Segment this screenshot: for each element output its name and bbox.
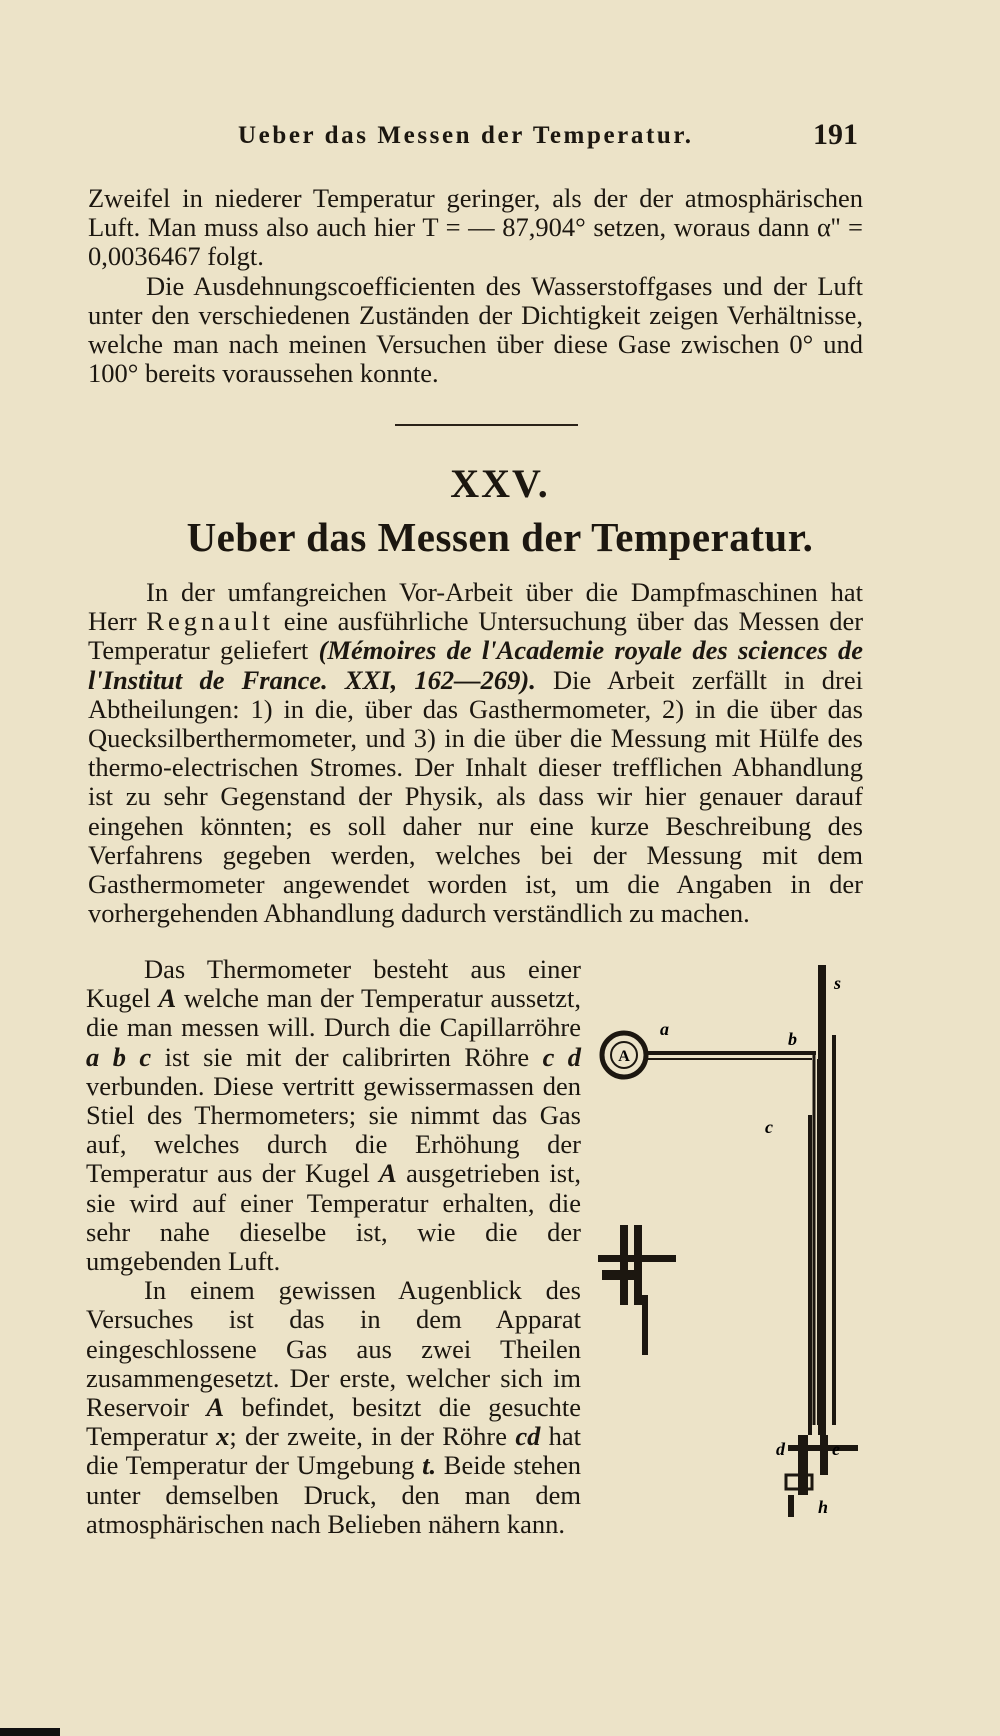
var-A: A [379, 1158, 397, 1189]
section-number: XXV. [450, 461, 550, 506]
p3-text-c: ; der zweite, in der Röhre [229, 1421, 508, 1452]
label-d: d [776, 1439, 785, 1459]
stopcock-left-a [620, 1225, 628, 1305]
label-h: h [818, 1497, 829, 1517]
p1-text-b: eine ausführliche Untersuchung über das Messen der Temperatur geliefert [88, 606, 864, 666]
author-name: Regnault [146, 606, 274, 637]
label-a: a [660, 1019, 669, 1039]
var-A: A [158, 983, 177, 1014]
page-header [88, 118, 858, 158]
main-paragraph [88, 578, 863, 928]
label-c: c [765, 1117, 773, 1137]
intro-paragraph-1: Zweifel in niederer Temperatur geringer, als der der atmosphärischen Luft. Man muss also auch hier T = — 87,904° setzen, woraus dann α'' = 0,0036467 folgt. [88, 183, 863, 272]
p2-text-a: Das Thermometer besteht aus einer Kugel [86, 954, 581, 1014]
p3-text-e: Beide stehen unter demselben Druck, den man dem atmosphärischen nach Belieben nähern kann. [86, 1450, 582, 1539]
section-divider [395, 424, 578, 426]
scan-edge-mark [0, 1728, 60, 1736]
tube-cd [808, 1115, 812, 1435]
label-b: b [788, 1029, 797, 1049]
label-A: A [618, 1048, 630, 1065]
var-cd: c d [542, 1041, 582, 1072]
p3-text-d: hat die Temperatur der Umgebung [86, 1421, 582, 1481]
tube-s [818, 965, 826, 1435]
p2-text-c: ist sie mit der calibrirten Röhre [164, 1041, 530, 1072]
running-title: Ueber das Messen der Temperatur. [238, 122, 694, 149]
intro-text [88, 184, 863, 388]
var-abc: a b c [86, 1041, 152, 1072]
p3-text-a: In einem gewissen Augenblick des Versuches ist das in dem Apparat eingeschlossene Gas aus zwei Theilen zusammengesetzt. Der erste, welcher sich im Reservoir [86, 1275, 581, 1423]
page-number: 191 [813, 118, 858, 151]
bottom-joint-b [820, 1435, 828, 1475]
tube-right [832, 1035, 836, 1425]
bottom-joint-a [798, 1435, 808, 1495]
stopcock-bar2 [602, 1270, 642, 1280]
p2-text-b: welche man der Temperatur aussetzt, die man messen will. Durch die Capillarröhre [86, 983, 582, 1043]
stopcock-left-b [634, 1225, 642, 1305]
intro-paragraph-2: Die Ausdehnungscoefficienten des Wasserstoffgases und der Luft unter den verschiedenen Zuständen der Dichtigkeit zeigen Verhältnisse, welche man nach meinen Versuchen über diese Gase zwischen 0° und 100° bereits voraussehen konnte. [88, 270, 863, 389]
wrapped-text [86, 955, 581, 1539]
var-cd: cd [515, 1421, 541, 1452]
label-s: s [834, 973, 842, 993]
stopcock-bar [598, 1255, 676, 1262]
p1-text-a: In der umfangreichen Vor-Arbeit über die Dampfmaschinen hat Herr [88, 577, 863, 637]
citation: (Mémoires de l'Academie royale des sciences de l'Institut de France. XXI, 162—269). [88, 635, 864, 695]
bottom-stem [788, 1495, 794, 1517]
var-A: A [206, 1392, 225, 1423]
paragraph-3 [86, 1276, 581, 1539]
paragraph-2 [86, 955, 581, 1276]
p3-text-b: befindet, besitzt die gesuchte Temperatur [86, 1392, 581, 1452]
var-t: t. [422, 1450, 437, 1481]
stopcock-stem [642, 1295, 648, 1355]
p2-text-e: ausgetrieben ist, sie wird auf einer Temperatur erhalten, die sehr nahe dieselbe ist, wie die der umgebenden Luft. [86, 1158, 581, 1277]
var-x: x [216, 1421, 230, 1452]
paragraph-1 [88, 578, 863, 928]
p1-text-c: Die Arbeit zerfällt in drei Abtheilungen: 1) in die, über das Gasthermometer, 2) in die über das Quecksilberthermometer, und 3) in die über die Messung mit Hülfe des thermo-electrischen Stromes. Der Inhalt dieser trefflichen Abhandlung ist zu sehr Gegenstand der Physik, als dass wir hier genauer darauf eingehen könnten; es soll daher nur eine kurze Beschreibung des Verfahrens gegeben werden, welches bei der Messung mit dem Gasthermometer angewendet worden ist, um die Angaben in der vorhergehenden Abhandlung dadurch verständlich zu machen. [88, 664, 864, 929]
section-title: Ueber das Messen der Temperatur. [186, 514, 814, 560]
label-e: e [832, 1439, 840, 1459]
p2-text-d: verbunden. Diese vertritt gewissermassen den Stiel des Thermometers; sie nimmt das Gas auf, welches durch die Erhöhung der Temperatur aus der Kugel [86, 1070, 581, 1189]
gas-thermometer-figure [580, 955, 870, 1555]
